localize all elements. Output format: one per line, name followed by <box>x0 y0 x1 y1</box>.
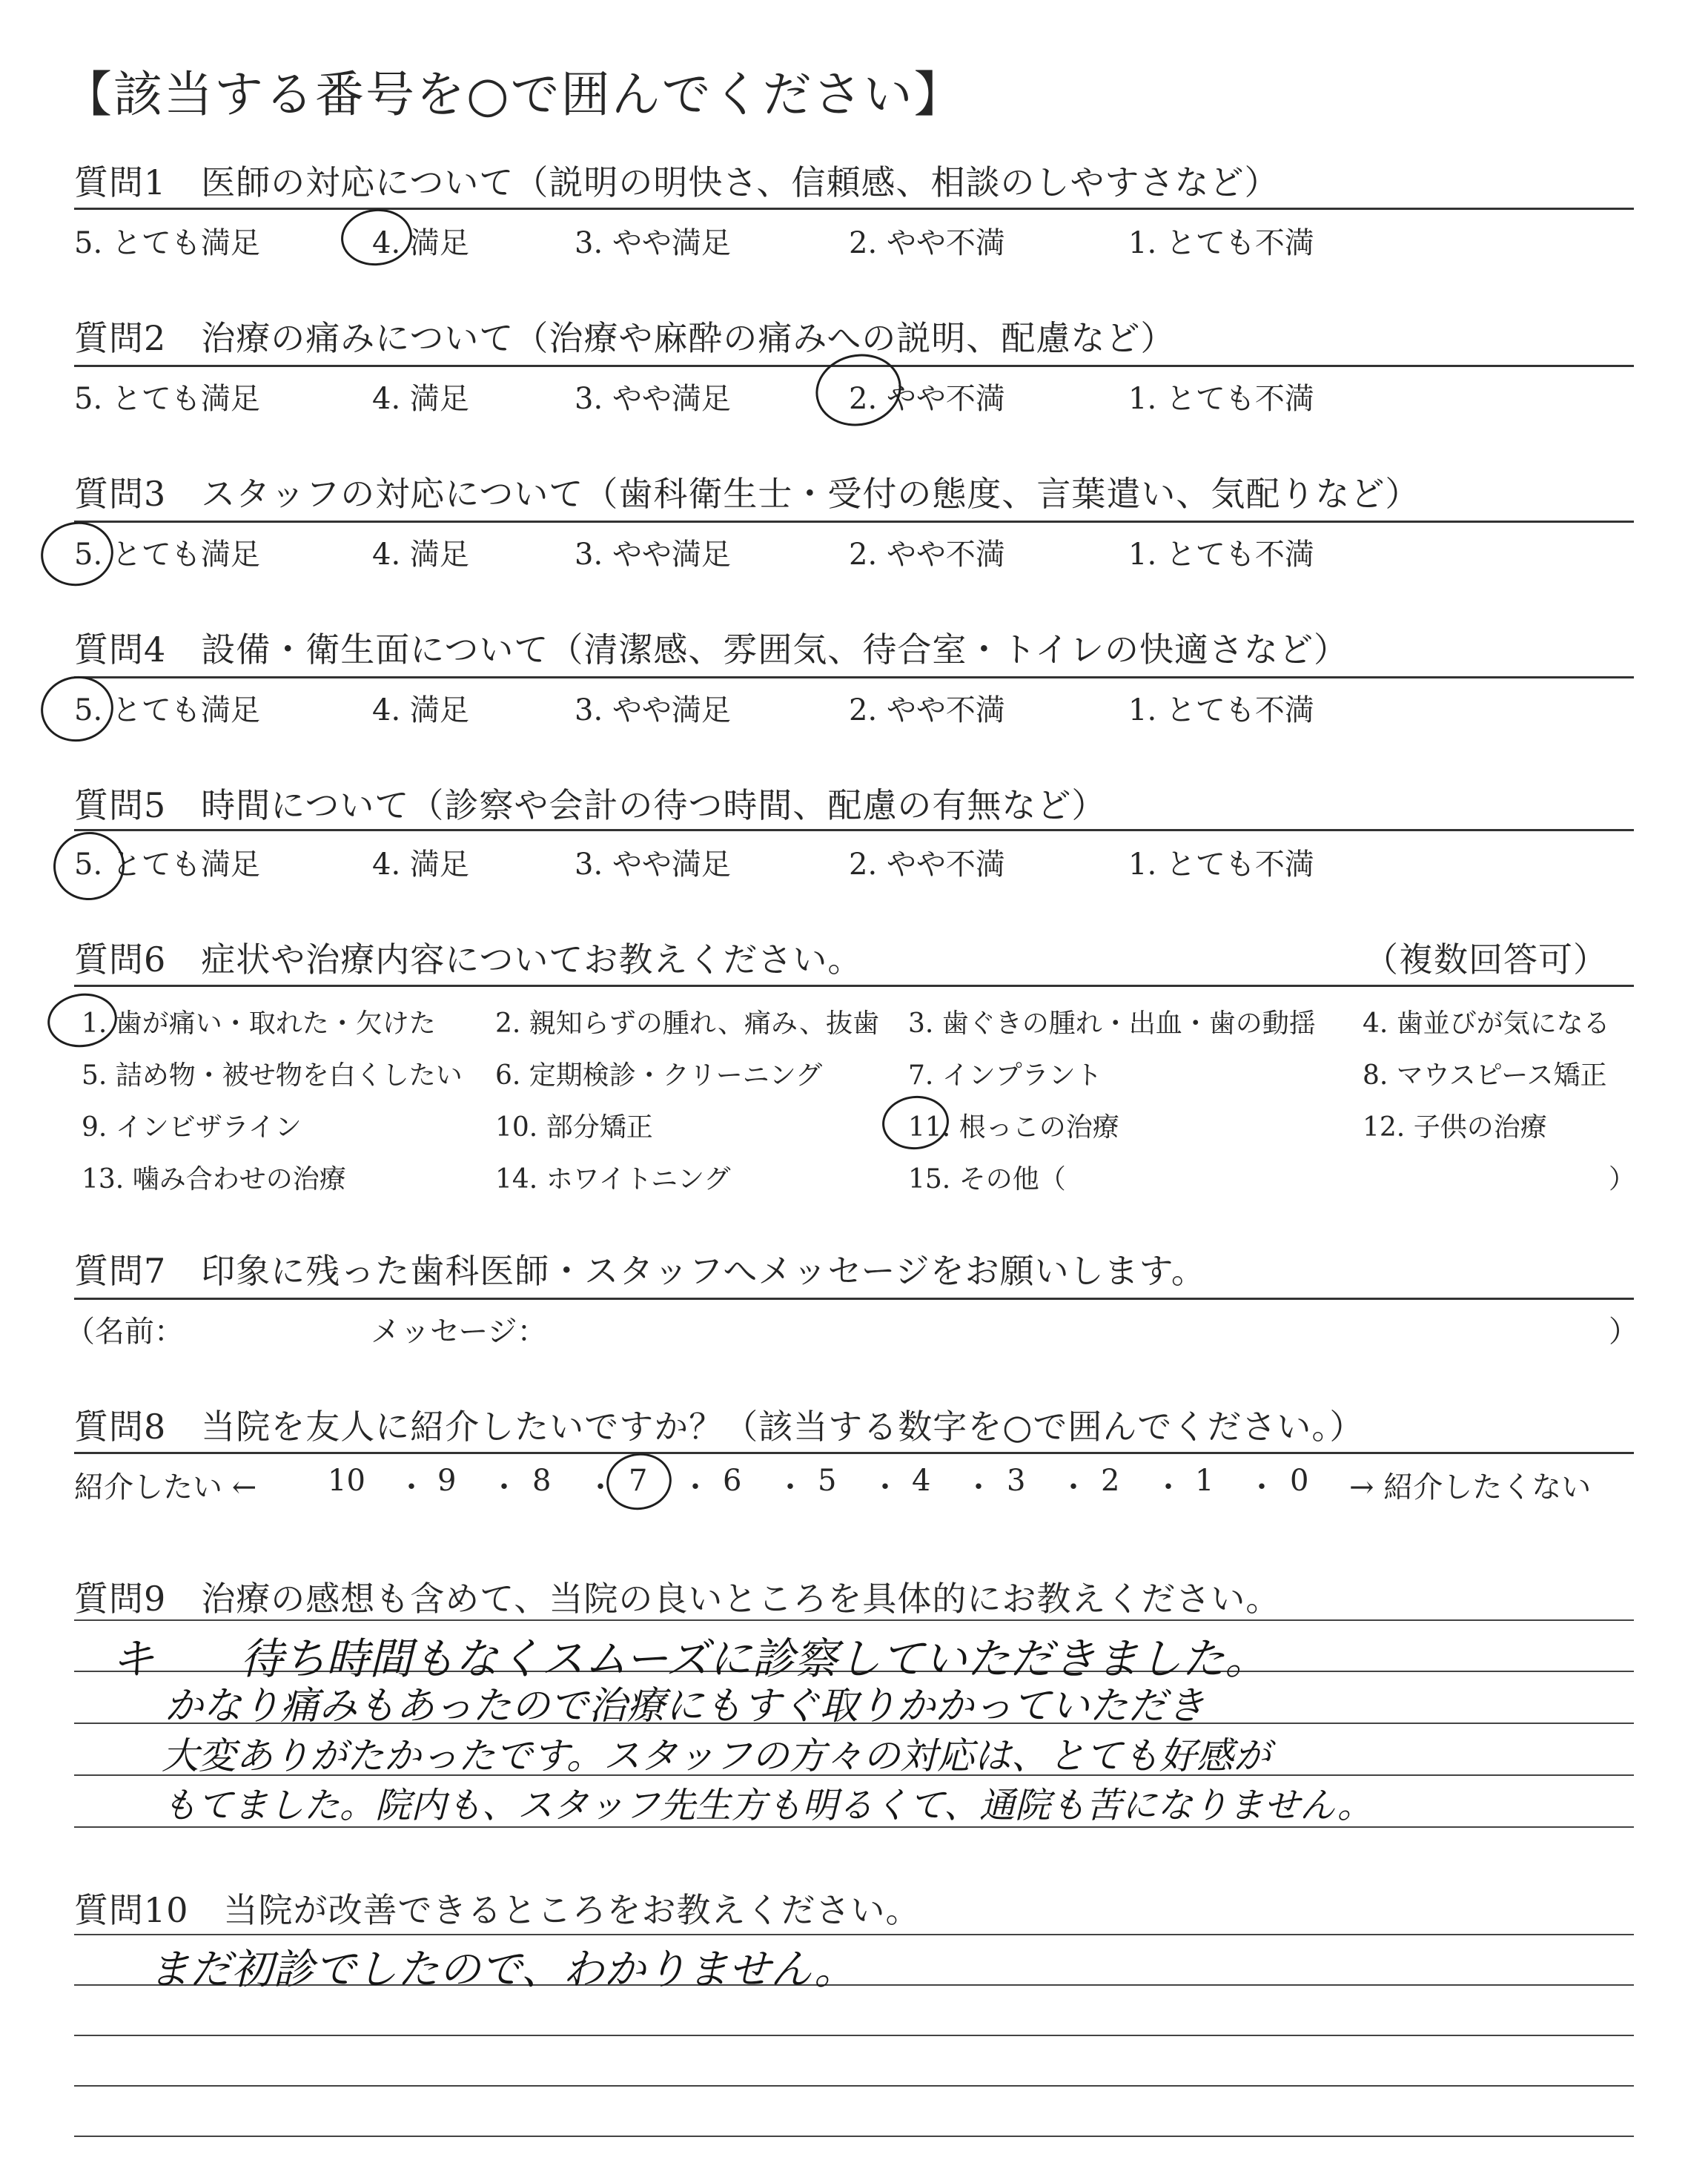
q6-option-7[interactable]: 7. インプラント <box>908 1060 1102 1091</box>
scale-0[interactable]: 0 <box>1290 1464 1309 1498</box>
handwritten-answer-line: キ 待ち時間もなくスムーズに診察していただきました。 <box>111 1634 1268 1684</box>
divider <box>74 1452 1634 1454</box>
divider <box>74 208 1634 210</box>
question-2-title: 質問2 治療の痛みについて（治療や麻酔の痛みへの説明、配慮など） <box>74 318 1176 358</box>
question-9-title: 質問9 治療の感想も含めて、当院の良いところを具体的にお教えください。 <box>74 1579 1281 1619</box>
q2-option-3[interactable]: 3. やや満足 <box>575 382 731 416</box>
q6-option-4[interactable]: 4. 歯並びが気になる <box>1363 1008 1610 1039</box>
q2-option-4[interactable]: 4. 満足 <box>372 382 469 416</box>
name-label: （名前： <box>65 1315 184 1349</box>
message-close: ） <box>1609 1315 1638 1349</box>
q4-option-5[interactable]: 5. とても満足 <box>74 693 260 727</box>
scale-3[interactable]: 3 <box>1007 1464 1026 1498</box>
scale-5[interactable]: 5 <box>818 1464 837 1498</box>
q5-option-1[interactable]: 1. とても不満 <box>1128 848 1314 882</box>
question-3-title: 質問3 スタッフの対応について（歯科衛生士・受付の態度、言葉遣い、気配りなど） <box>74 474 1420 514</box>
q3-option-2[interactable]: 2. やや不満 <box>849 538 1005 572</box>
scale-dot: ・ <box>775 1470 805 1505</box>
q6-option-11[interactable]: 11. 根っこの治療 <box>908 1112 1119 1143</box>
selection-circle <box>49 828 129 905</box>
q1-option-4[interactable]: 4. 満足 <box>372 226 469 260</box>
message-label: メッセージ： <box>371 1315 547 1349</box>
q6-option-5[interactable]: 5. 詰め物・被せ物を白くしたい <box>82 1060 463 1091</box>
question-10-title: 質問10 当院が改善できるところをお教えください。 <box>74 1890 921 1930</box>
scale-dot: ・ <box>964 1470 993 1505</box>
selection-circle <box>36 670 119 747</box>
scale-7[interactable]: 7 <box>629 1464 648 1498</box>
answer-line <box>74 1619 1634 1621</box>
recommend-left-label: 紹介したい ← <box>74 1470 257 1505</box>
q2-option-5[interactable]: 5. とても満足 <box>74 382 260 416</box>
divider <box>74 985 1634 987</box>
question-6-note: （複数回答可） <box>1364 939 1608 980</box>
scale-8[interactable]: 8 <box>532 1464 552 1498</box>
q6-option-13[interactable]: 13. 噛み合わせの治療 <box>82 1164 346 1195</box>
scale-dot: ・ <box>870 1470 900 1505</box>
answer-line <box>74 2136 1634 2137</box>
q6-option-3[interactable]: 3. 歯ぐきの腫れ・出血・歯の動揺 <box>908 1008 1316 1039</box>
q6-option-15[interactable]: 15. その他（ <box>908 1164 1066 1195</box>
scale-1[interactable]: 1 <box>1195 1464 1214 1498</box>
handwritten-answer-line: まだ初診でしたので、わかりません。 <box>148 1946 856 1994</box>
question-6-title: 質問6 症状や治療内容についてお教えください。 <box>74 939 863 980</box>
question-8-title: 質問8 当院を友人に紹介したいですか？（該当する数字を○で囲んでください。） <box>74 1407 1365 1447</box>
q3-option-5[interactable]: 5. とても満足 <box>74 538 260 572</box>
scale-9[interactable]: 9 <box>437 1464 457 1498</box>
divider <box>74 521 1634 523</box>
selection-circle <box>36 516 118 592</box>
divider <box>74 1298 1634 1300</box>
handwritten-answer-line: かなり痛みもあったので治療にもすぐ取りかかっていただき <box>165 1684 1205 1728</box>
q4-option-4[interactable]: 4. 満足 <box>372 693 469 727</box>
scale-dot: ・ <box>1247 1470 1277 1505</box>
q1-option-2[interactable]: 2. やや不満 <box>849 226 1005 260</box>
scale-6[interactable]: 6 <box>723 1464 742 1498</box>
q1-option-3[interactable]: 3. やや満足 <box>575 226 731 260</box>
q5-option-4[interactable]: 4. 満足 <box>372 848 469 882</box>
q6-option-2[interactable]: 2. 親知らずの腫れ、痛み、抜歯 <box>495 1008 880 1039</box>
q4-option-2[interactable]: 2. やや不満 <box>849 693 1005 727</box>
q5-option-3[interactable]: 3. やや満足 <box>575 848 731 882</box>
scale-2[interactable]: 2 <box>1101 1464 1120 1498</box>
recommend-right-label: → 紹介したくない <box>1349 1470 1592 1505</box>
answer-line <box>74 2085 1634 2087</box>
q6-option-12[interactable]: 12. 子供の治療 <box>1363 1112 1547 1143</box>
q4-option-3[interactable]: 3. やや満足 <box>575 693 731 727</box>
handwritten-answer-line: もてました。院内も、スタッフ先生方も明るくて、通院も苦になりません。 <box>162 1785 1373 1826</box>
question-7-title: 質問7 印象に残った歯科医師・スタッフへメッセージをお願いします。 <box>74 1251 1206 1291</box>
scale-dot: ・ <box>1153 1470 1183 1505</box>
scale-10[interactable]: 10 <box>328 1464 365 1498</box>
divider <box>74 676 1634 678</box>
scale-dot: ・ <box>397 1470 426 1505</box>
divider <box>74 829 1634 831</box>
q6-option-6[interactable]: 6. 定期検診・クリーニング <box>495 1060 823 1091</box>
scale-dot: ・ <box>489 1470 519 1505</box>
answer-line <box>74 1934 1634 1935</box>
question-1-title: 質問1 医師の対応について（説明の明快さ、信頼感、相談のしやすさなど） <box>74 162 1280 202</box>
handwritten-answer-line: 大変ありがたかったです。スタッフの方々の対応は、とても好感が <box>162 1734 1271 1777</box>
q3-option-1[interactable]: 1. とても不満 <box>1128 538 1314 572</box>
q6-option-8[interactable]: 8. マウスピース矯正 <box>1363 1060 1607 1091</box>
q3-option-4[interactable]: 4. 満足 <box>372 538 469 572</box>
q6-option-1[interactable]: 1. 歯が痛い・取れた・欠けた <box>82 1008 436 1039</box>
q3-option-3[interactable]: 3. やや満足 <box>575 538 731 572</box>
scale-dot: ・ <box>681 1470 710 1505</box>
q6-option-10[interactable]: 10. 部分矯正 <box>495 1112 653 1143</box>
form-header: 【該当する番号を○で囲んでください】 <box>63 66 964 123</box>
q4-option-1[interactable]: 1. とても不満 <box>1128 693 1314 727</box>
q5-option-2[interactable]: 2. やや不満 <box>849 848 1005 882</box>
q6-option-14[interactable]: 14. ホワイトニング <box>495 1164 731 1195</box>
scale-dot: ・ <box>586 1470 615 1505</box>
answer-line <box>74 2035 1634 2036</box>
q1-option-5[interactable]: 5. とても満足 <box>74 226 260 260</box>
q6-option-9[interactable]: 9. インビザライン <box>82 1112 302 1143</box>
q1-option-1[interactable]: 1. とても不満 <box>1128 226 1314 260</box>
q5-option-5[interactable]: 5. とても満足 <box>74 848 260 882</box>
selection-circle <box>44 989 120 1051</box>
scale-dot: ・ <box>1059 1470 1088 1505</box>
q2-option-1[interactable]: 1. とても不満 <box>1128 382 1314 416</box>
q2-option-2[interactable]: 2. やや不満 <box>849 382 1005 416</box>
question-5-title: 質問5 時間について（診察や会計の待つ時間、配慮の有無など） <box>74 785 1107 825</box>
question-4-title: 質問4 設備・衛生面について（清潔感、雰囲気、待合室・トイレの快適さなど） <box>74 630 1349 670</box>
scale-4[interactable]: 4 <box>912 1464 931 1498</box>
q6-option-15-close: ） <box>1609 1164 1636 1195</box>
